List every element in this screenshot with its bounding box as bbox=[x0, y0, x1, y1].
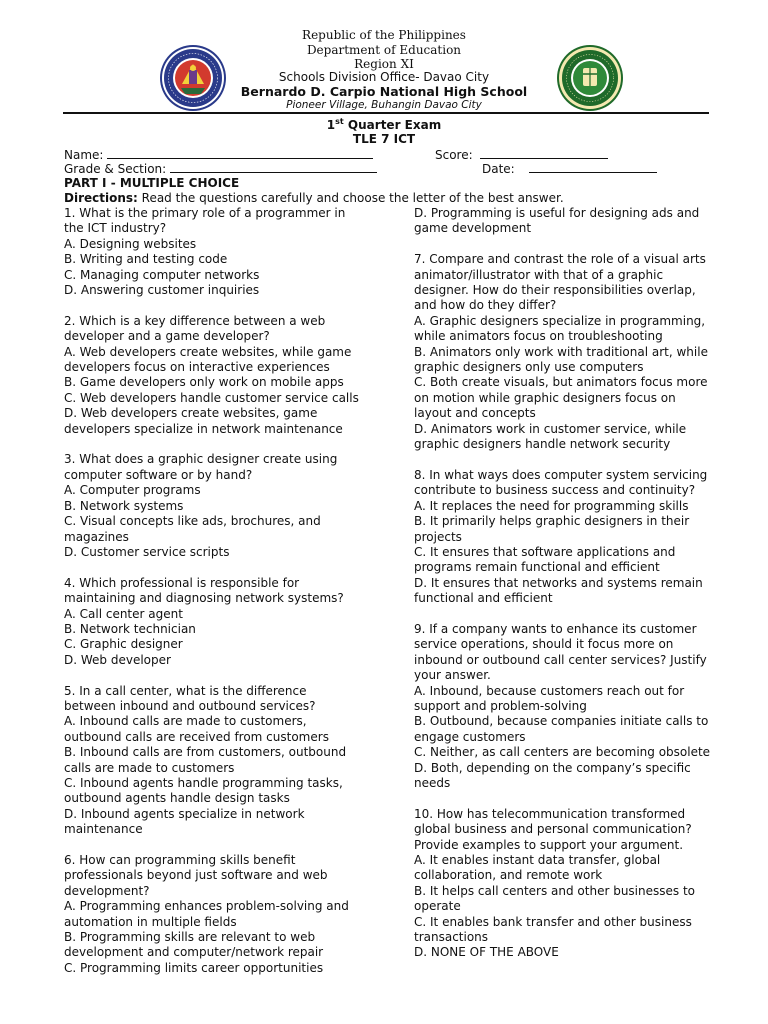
score-label: Score: bbox=[435, 148, 473, 162]
question-block bbox=[64, 684, 409, 838]
question-line: D. NONE OF THE ABOVE bbox=[414, 945, 559, 960]
question-line: B. Inbound calls are from customers, outbound bbox=[64, 745, 347, 760]
question-line: A. Web developers create websites, while game bbox=[64, 344, 352, 359]
question-line: computer software or by hand? bbox=[64, 467, 253, 482]
question-line: 8. In what ways does computer system servicing bbox=[414, 467, 708, 482]
question-line: transactions bbox=[414, 930, 489, 945]
question-line: B. Game developers only work on mobile apps bbox=[64, 375, 344, 390]
question-line: A. It enables instant data transfer, global bbox=[414, 853, 661, 867]
question-line: 4. Which professional is responsible for bbox=[64, 575, 300, 590]
header-divider bbox=[63, 112, 709, 114]
question-block bbox=[414, 622, 714, 791]
question-line: B. Programming skills are relevant to web bbox=[64, 930, 316, 945]
question-line: 10. How has telecommunication transformed bbox=[414, 806, 686, 821]
date-blank[interactable] bbox=[529, 161, 657, 173]
question-line: graphic designers handle network security bbox=[414, 437, 671, 452]
directions bbox=[64, 191, 564, 205]
question-line: calls are made to customers bbox=[64, 760, 235, 775]
question-line: B. It helps call centers and other businesses to bbox=[414, 883, 696, 898]
header-region: Region XI bbox=[354, 57, 414, 71]
question-line: C. Programming limits career opportunities bbox=[64, 960, 324, 975]
question-line: C. Inbound agents handle programming tasks, bbox=[64, 775, 343, 790]
question-line: C. It ensures that software applications and bbox=[414, 544, 676, 559]
question-line: 9. If a company wants to enhance its customer bbox=[414, 621, 697, 636]
question-line: development and computer/network repair bbox=[64, 945, 324, 960]
question-line: needs bbox=[414, 775, 451, 790]
question-block bbox=[414, 807, 714, 961]
name-label: Name: bbox=[64, 148, 104, 162]
question-line: D. Customer service scripts bbox=[64, 544, 230, 559]
part-heading: PART I - MULTIPLE CHOICE bbox=[64, 176, 240, 190]
question-line: global business and personal communication? bbox=[414, 822, 692, 837]
name-blank[interactable] bbox=[107, 147, 373, 159]
question-block bbox=[414, 206, 714, 237]
question-line: graphic designers only use computers bbox=[414, 360, 644, 375]
question-line: A. Call center agent bbox=[64, 606, 183, 621]
question-line: collaboration, and remote work bbox=[414, 868, 603, 883]
grade-section-blank[interactable] bbox=[170, 161, 377, 173]
question-line: Provide examples to support your argument. bbox=[414, 837, 684, 852]
questions-right-column bbox=[414, 206, 714, 976]
question-line: engage customers bbox=[414, 729, 526, 744]
date-label: Date: bbox=[482, 162, 515, 176]
question-line: service operations, should it focus more on bbox=[414, 637, 674, 652]
question-line: the ICT industry? bbox=[64, 221, 167, 236]
question-line: 7. Compare and contrast the role of a visual arts bbox=[414, 252, 706, 267]
document-header bbox=[0, 0, 768, 115]
question-line: A. Programming enhances problem-solving and bbox=[64, 899, 349, 914]
question-line: programs remain functional and efficient bbox=[414, 560, 660, 575]
question-line: B. Animators only work with traditional art, while bbox=[414, 344, 708, 359]
question-block bbox=[414, 252, 714, 452]
question-line: A. Inbound, because customers reach out for bbox=[414, 683, 685, 698]
question-block bbox=[64, 314, 409, 437]
question-line: operate bbox=[414, 899, 461, 914]
question-line: developers focus on interactive experiences bbox=[64, 360, 330, 375]
question-line: and how do they differ? bbox=[414, 298, 557, 313]
question-line: D. Programming is useful for designing ads and bbox=[414, 206, 700, 220]
question-line: C. Both create visuals, but animators focus more bbox=[414, 375, 708, 390]
question-line: 3. What does a graphic designer create using bbox=[64, 452, 338, 467]
question-line: C. It enables bank transfer and other business bbox=[414, 914, 692, 929]
question-line: layout and concepts bbox=[414, 406, 536, 421]
question-line: C. Managing computer networks bbox=[64, 267, 260, 282]
question-line: outbound calls are received from customers bbox=[64, 729, 329, 744]
header-school-name: Bernardo D. Carpio National High School bbox=[240, 84, 528, 99]
question-line: between inbound and outbound services? bbox=[64, 698, 316, 713]
exam-subject: TLE 7 ICT bbox=[352, 132, 416, 146]
question-line: D. Both, depending on the company’s specific bbox=[414, 760, 691, 775]
grade-section-field bbox=[64, 161, 377, 176]
question-line: B. Writing and testing code bbox=[64, 252, 228, 267]
question-line: D. Web developers create websites, game bbox=[64, 406, 318, 421]
question-line: magazines bbox=[64, 529, 129, 544]
header-division: Schools Division Office- Davao City bbox=[278, 70, 490, 84]
question-line: 6. How can programming skills benefit bbox=[64, 852, 296, 867]
score-blank[interactable] bbox=[480, 147, 608, 159]
question-line: B. Outbound, because companies initiate calls to bbox=[414, 714, 709, 729]
question-line: A. Inbound calls are made to customers, bbox=[64, 714, 307, 729]
header-address: Pioneer Village, Buhangin Davao City bbox=[286, 99, 482, 111]
question-line: while animators focus on troubleshooting bbox=[414, 329, 663, 344]
question-line: functional and efficient bbox=[414, 591, 553, 606]
question-line: on motion while graphic designers focus on bbox=[414, 390, 676, 405]
question-line: C. Visual concepts like ads, brochures, and bbox=[64, 514, 321, 529]
question-line: A. Computer programs bbox=[64, 483, 201, 498]
questions-left-column bbox=[64, 206, 409, 992]
question-line: game development bbox=[414, 221, 532, 236]
header-department: Department of Education bbox=[306, 43, 462, 57]
question-line: D. Inbound agents specialize in network bbox=[64, 806, 305, 821]
question-block bbox=[414, 468, 714, 607]
question-line: B. It primarily helps graphic designers in their bbox=[414, 514, 690, 529]
date-field bbox=[482, 161, 657, 176]
question-line: 5. In a call center, what is the difference bbox=[64, 683, 307, 698]
question-line: C. Graphic designer bbox=[64, 637, 183, 652]
question-line: projects bbox=[414, 529, 462, 544]
question-line: C. Neither, as call centers are becoming obsolete bbox=[414, 745, 711, 760]
question-line: professionals beyond just software and web bbox=[64, 868, 328, 883]
question-line: A. It replaces the need for programming skills bbox=[414, 498, 689, 513]
question-line: A. Designing websites bbox=[64, 236, 197, 251]
grade-section-label: Grade & Section: bbox=[64, 162, 167, 176]
question-line: animator/illustrator with that of a graphic bbox=[414, 267, 664, 282]
name-field bbox=[64, 147, 373, 162]
question-line: support and problem-solving bbox=[414, 698, 587, 713]
question-line: development? bbox=[64, 883, 150, 898]
question-line: A. Graphic designers specialize in programming, bbox=[414, 313, 706, 328]
question-line: developer and a game developer? bbox=[64, 329, 270, 344]
question-block bbox=[64, 206, 409, 298]
header-republic: Republic of the Philippines bbox=[302, 28, 466, 42]
question-line: automation in multiple fields bbox=[64, 914, 237, 929]
question-block bbox=[64, 853, 409, 976]
question-line: D. Web developer bbox=[64, 652, 171, 667]
question-line: 1. What is the primary role of a programmer in bbox=[64, 206, 346, 220]
question-line: D. Answering customer inquiries bbox=[64, 283, 260, 298]
question-line: maintaining and diagnosing network systems? bbox=[64, 591, 344, 606]
question-line: maintenance bbox=[64, 822, 143, 837]
question-line: B. Network technician bbox=[64, 621, 196, 636]
question-line: D. Animators work in customer service, while bbox=[414, 421, 687, 436]
directions-text: Read the questions carefully and choose the letter of the best answer. bbox=[137, 191, 564, 205]
question-block bbox=[64, 452, 409, 560]
question-line: B. Network systems bbox=[64, 498, 184, 513]
question-line: designer. How do their responsibilities overlap, bbox=[414, 283, 696, 298]
question-line: C. Web developers handle customer service calls bbox=[64, 390, 359, 405]
question-line: developers specialize in network maintenance bbox=[64, 421, 343, 436]
directions-label: Directions: bbox=[64, 191, 138, 205]
question-block bbox=[64, 576, 409, 668]
question-line: D. It ensures that networks and systems remain bbox=[414, 575, 703, 590]
question-line: contribute to business success and continuity? bbox=[414, 483, 696, 498]
question-line: 2. Which is a key difference between a web bbox=[64, 313, 326, 328]
question-line: inbound or outbound call center services? Justify bbox=[414, 652, 707, 667]
question-line: your answer. bbox=[414, 668, 491, 683]
question-line: outbound agents handle design tasks bbox=[64, 791, 290, 806]
exam-title: 1st Quarter Exam bbox=[326, 117, 442, 132]
score-field bbox=[435, 147, 608, 162]
